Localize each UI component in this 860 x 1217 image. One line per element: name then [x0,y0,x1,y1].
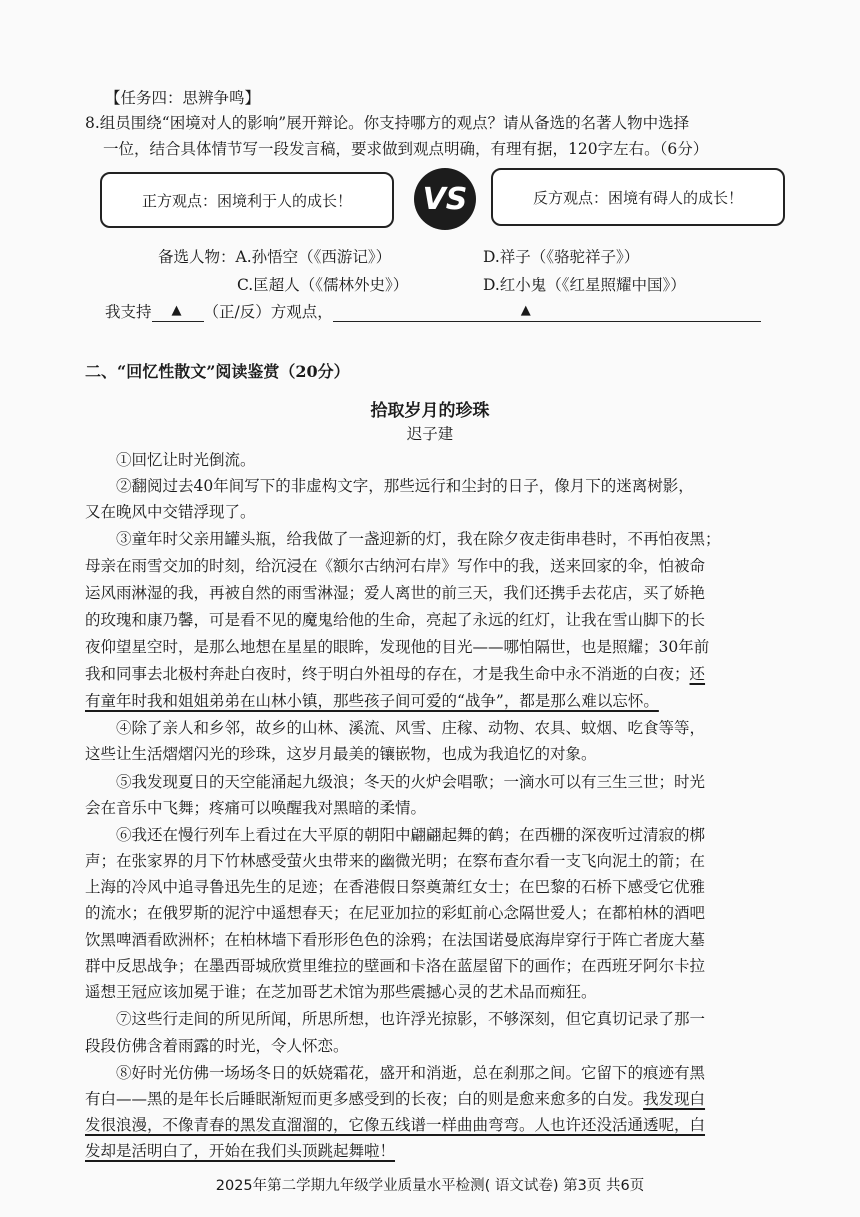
pro-viewpoint-box [100,172,394,228]
page-footer: 2025年第二学期九年级学业质量水平检测( 语文试卷) 第3页 共6页 [215,1178,645,1194]
underlined-text: 还 [689,665,706,683]
question-line-1: 8.组员围绕“困境对人的影响”展开辩论。你支持哪方的观点？请从备选的名著人物中选择 [85,114,690,132]
versus-icon: VS [414,168,476,230]
paragraph-line: 的玫瑰和康乃馨，可是看不见的魔鬼给他的生命，亮起了永远的红灯，让我在雪山脚下的长 [85,611,706,629]
paragraph-line: 饮黑啤酒看欧洲杯；在柏林墙下看形形色色的涂鸦；在法国诺曼底海岸穿行于阵亡者庞大墓 [85,931,706,949]
paragraph-line: ①回忆让时光倒流。 [116,451,256,469]
paragraph-line: ⑤我发现夏日的天空能涌起九级浪；冬天的火炉会唱歌；一滴水可以有三生三世；时光 [116,773,706,791]
choices-label: 备选人物： [158,248,236,266]
paragraph-line: 母亲在雨雪交加的时刻，给沉浸在《额尔古纳河右岸》写作中的我，送来回家的伞，怕被命 [85,557,706,575]
paragraph-line: 段段仿佛含着雨露的时光，令人怀恋。 [85,1037,349,1055]
paragraph-line: 声；在张家界的月下竹林感受萤火虫带来的幽微光明；在察布查尔看一支飞向泥土的箭；在 [85,852,706,870]
paragraph-line: 运风雨淋湿的我，再被自然的雨雪淋湿；爱人离世的前三天，我们还携手去花店，买了娇艳 [85,584,706,602]
support-line [105,302,795,322]
support-suffix: （正/反）方观点， [203,303,333,321]
support-prefix: 我支持 [105,303,152,321]
paragraph-line: 上海的冷风中追寻鲁迅先生的足迹；在香港假日祭奠萧红女士；在巴黎的石桥下感受它优雅 [85,878,706,896]
choice-a: A.孙悟空（《西游记》） [235,248,392,266]
paragraph-line: 会在音乐中飞舞；疼痛可以唤醒我对黑暗的柔情。 [85,799,427,817]
paragraph-line: 有白——黑的是年长后睡眠渐短而更多感受到的长夜；白的则是愈来愈多的白发。我发现白 [85,1090,706,1108]
task-heading: 【任务四：思辨争鸣】 [105,89,261,107]
paragraph-line: 这些让生活熠熠闪光的珍珠，这岁月最美的镶嵌物，也成为我追忆的对象。 [85,745,597,763]
marker-icon: ▲ [171,303,182,318]
paragraph-line: ③童年时父亲用罐头瓶，给我做了一盏迎新的灯，我在除夕夜走街串巷时，不再怕夜黑； [116,530,721,548]
paragraph-line: ④除了亲人和乡邻，故乡的山林、溪流、风雪、庄稼、动物、农具、蚊烟、吃食等等， [116,719,706,737]
question-line-2: 一位，结合具体情节写一段发言稿，要求做到观点明确，有理有据，120字左右。（6分） [103,140,709,158]
choice-c: C.匡超人（《儒林外史》） [237,276,409,294]
article-author: 迟子建 [406,425,454,443]
con-viewpoint-box [491,168,785,226]
section-heading: 二、“回忆性散文”阅读鉴赏（20分） [85,362,350,381]
paragraph-line: ⑧好时光仿佛一场场冬日的妖娆霜花，盛开和消逝，总在刹那之间。它留下的痕迹有黑 [116,1064,706,1082]
paragraph-line: ⑥我还在慢行列车上看过在大平原的朝阳中翩翩起舞的鹤；在西栅的深夜听过清寂的梆 [116,826,706,844]
marker-icon: ▲ [520,303,531,318]
paragraph-line: 群中反思战争；在墨西哥城欣赏里维拉的壁画和卡洛在蓝屋留下的画作；在西班牙阿尔卡拉 [85,957,706,975]
pro-viewpoint: 正方观点：困境利于人的成长！ [141,191,352,210]
paragraph-line: ②翻阅过去40年间写下的非虚构文字，那些远行和尘封的日子，像月下的迷离树影， [116,477,694,495]
underlined-line: 发很浪漫，不像青春的黑发直溜溜的，它像五线谱一样曲曲弯弯。人也许还没活通透呢，白 [85,1116,706,1134]
paragraph-line: ⑦这些行走间的所见所闻，所思所想，也许浮光掠影，不够深刻，但它真切记录了那一 [116,1010,706,1028]
underlined-line: 有童年时我和姐姐弟弟在山林小镇，那些孩子间可爱的“战争”，都是那么难以忘怀。 [85,692,659,710]
side-answer-blank[interactable] [152,303,204,322]
con-viewpoint: 反方观点：困境有碍人的成长！ [532,188,743,207]
underlined-line: 发却是活明白了，开始在我们头顶跳起舞啦！ [85,1142,396,1160]
paragraph-line: 夜仰望星空时，是那么地想在星星的眼眸，发现他的目光——哪怕隔世，也是照耀；30年前 [85,638,710,656]
paragraph-line: 遥想王冠应该加冕于谁；在芝加哥艺术馆为那些震撼心灵的艺术品而痴狂。 [85,983,597,1001]
choice-d2: D.红小鬼（《红星照耀中国》） [483,276,686,294]
paragraph-line: 的流水；在俄罗斯的泥泞中遥想春天；在尼亚加拉的彩虹前心念隔世爱人；在都柏林的酒吧 [85,904,706,922]
paragraph-line: 我和同事去北极村奔赴白夜时，终于明白外祖母的存在，才是我生命中永不消逝的白夜；还 [85,665,706,683]
choice-d1: D.祥子（《骆驼祥子》） [483,248,640,266]
viewpoint-answer-blank[interactable] [333,303,761,322]
underlined-text: 我发现白 [643,1090,706,1108]
article-title: 拾取岁月的珍珠 [370,401,490,421]
paragraph-line: 又在晚风中交错浮现了。 [85,503,256,521]
